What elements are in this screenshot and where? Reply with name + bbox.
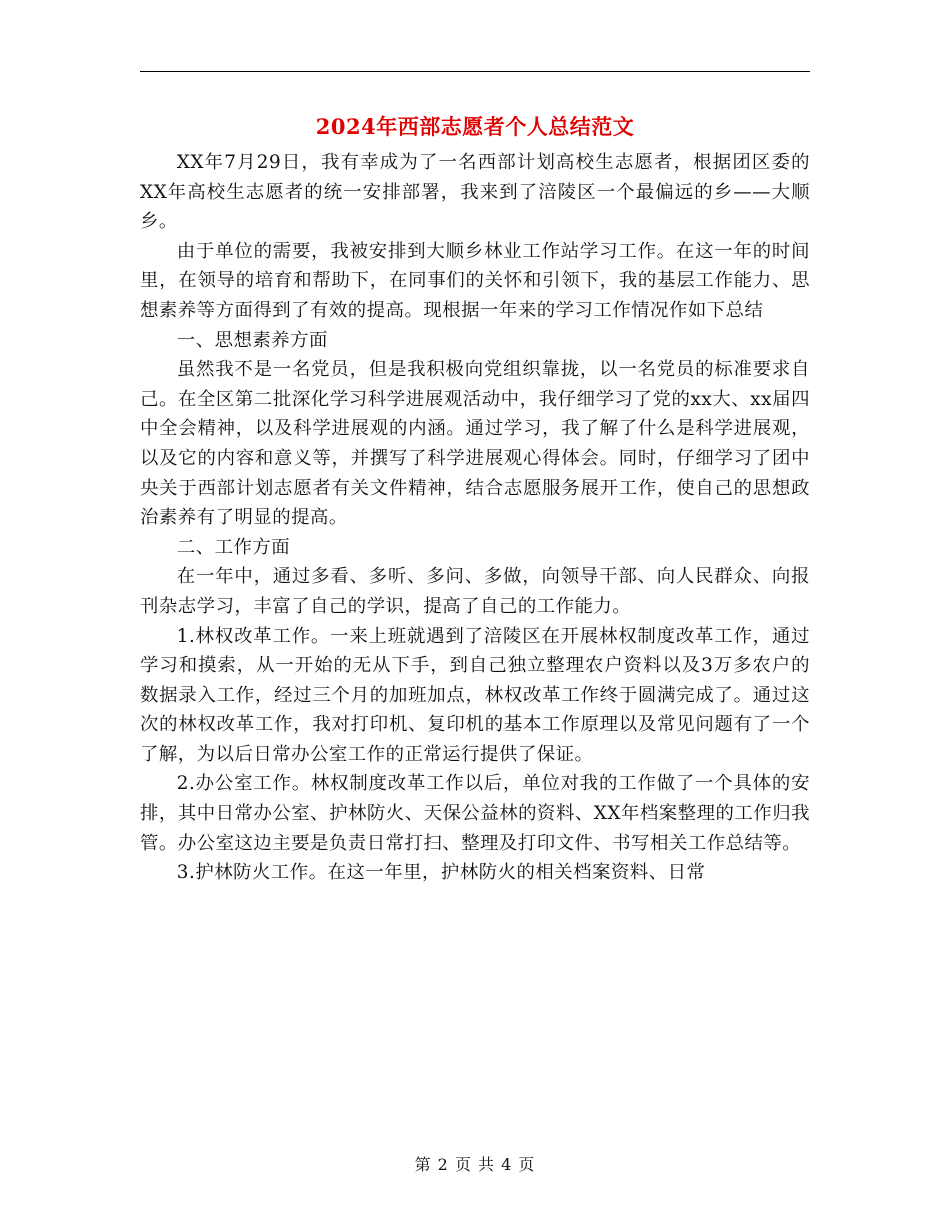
paragraph-fire-prevention: 3.护林防火工作。在这一年里，护林防火的相关档案资料、日常 — [176, 862, 706, 884]
paragraph-office-work: 2.办公室工作。林权制度改革工作以后，单位对我的工作做了一个具体的安排，其中日常办公室、护林防火、天保公益林的资料、XX年档案整理的工作归我管。办公室这边主要是负责日常打扫、整理及打印文件、书写相关工作总结等。 — [140, 773, 810, 854]
document-title: 2024年西部志愿者个人总结范文 — [315, 114, 635, 139]
section-heading-work: 二、工作方面 — [176, 536, 291, 558]
paragraph-forest-reform: 1.林权改革工作。一来上班就遇到了涪陵区在开展林权制度改革工作，通过学习和摸索，从一开始的无从下手，到自己独立整理农户资料以及3万多农户的数据录入工作，经过三个月的加班加点，林权改革工作终于圆满完成了。通过这次的林权改革工作，我对打印机、复印机的基本工作原理以及常见问题有了一个了解，为以后日常办公室工作的正常运行提供了保证。 — [140, 625, 810, 765]
page-number-footer: 第 2 页 共 4 页 — [414, 1155, 536, 1174]
paragraph-assignment: 由于单位的需要，我被安排到大顺乡林业工作站学习工作。在这一年的时间里，在领导的培育和帮助下，在同事们的关怀和引领下，我的基层工作能力、思想素养等方面得到了有效的提高。现根据一年来的学习工作情况作如下总结 — [140, 240, 810, 321]
paragraph-intro: XX年7月29日，我有幸成为了一名西部计划高校生志愿者，根据团区委的XX年高校生志愿者的统一安排部署，我来到了涪陵区一个最偏远的乡——大顺乡。 — [140, 152, 810, 233]
section-heading-ideology: 一、思想素养方面 — [176, 329, 328, 351]
paragraph-ideology: 虽然我不是一名党员，但是我积极向党组织靠拢，以一名党员的标准要求自己。在全区第二批深化学习科学进展观活动中，我仔细学习了党的xx大、xx届四中全会精神，以及科学进展观的内涵。通过学习，我了解了什么是科学进展观，以及它的内容和意义等，并撰写了科学进展观心得体会。同时，仔细学习了团中央关于西部计划志愿者有关文件精神，结合志愿服务展开工作，使自己的思想政治素养有了明显的提高。 — [140, 359, 810, 529]
document-body — [140, 148, 810, 888]
header-rule — [140, 71, 810, 72]
paragraph-work-intro: 在一年中，通过多看、多听、多问、多做，向领导干部、向人民群众、向报刊杂志学习，丰富了自己的学识，提高了自己的工作能力。 — [140, 566, 810, 617]
